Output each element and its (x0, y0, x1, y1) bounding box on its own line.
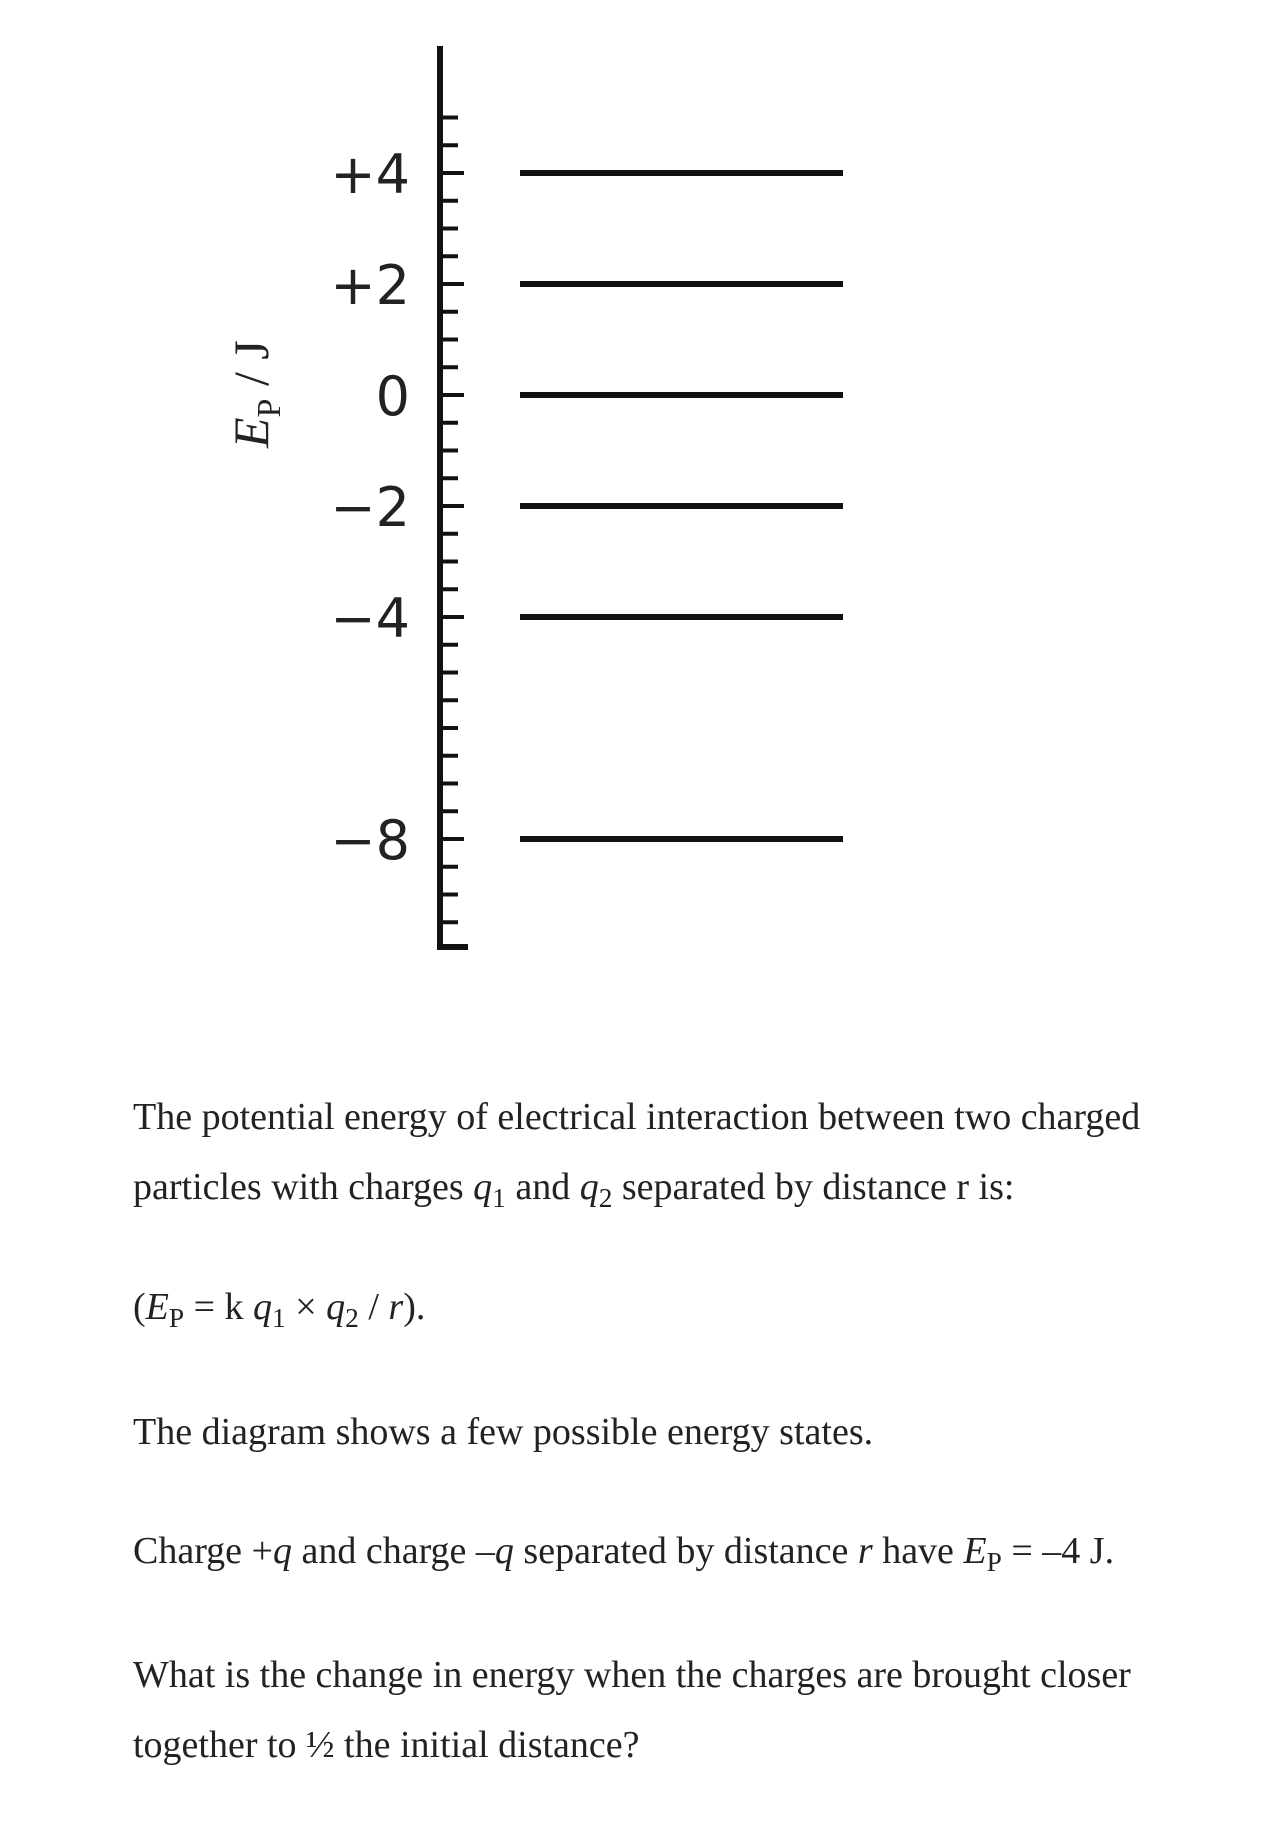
formula-q1-subscript: 1 (272, 1303, 286, 1334)
charge-text-c: separated by distance (513, 1530, 858, 1572)
formula-close: ). (403, 1286, 426, 1328)
formula-q1-symbol: q (253, 1286, 273, 1328)
tick-label: −8 (330, 809, 410, 872)
formula (133, 1272, 1233, 1342)
formula-equals-k: = k (184, 1286, 254, 1328)
formula-slash: / (358, 1286, 389, 1328)
formula-p-subscript: P (168, 1303, 185, 1334)
intro-line-2-start: particles with charges (133, 1166, 474, 1208)
y-axis-symbol: E (223, 417, 279, 448)
charge-text-b: and charge – (291, 1530, 495, 1572)
charge-p-subscript: P (986, 1547, 1002, 1578)
and-word: and (505, 1166, 580, 1208)
q2-subscript: 2 (598, 1183, 613, 1214)
tick-label: 0 (375, 365, 410, 428)
intro-line-2-end: separated by distance r is: (612, 1166, 1015, 1208)
charge-q-plus: q (272, 1530, 292, 1572)
intro-paragraph (133, 1082, 1233, 1222)
question-line-1: What is the change in energy when the charges are brought closer (133, 1654, 1131, 1696)
tick-label: −2 (330, 476, 410, 539)
y-axis-unit: / J (223, 340, 279, 399)
charge-q-minus: q (494, 1530, 514, 1572)
energy-axis (437, 46, 468, 950)
q2-symbol: q (579, 1166, 599, 1208)
question (133, 1640, 1233, 1780)
tick-labels (330, 143, 410, 872)
tick-label: +2 (330, 254, 410, 317)
charge-text-e: = –4 J. (1001, 1530, 1115, 1572)
formula-q2-subscript: 2 (345, 1303, 359, 1334)
formula-times: × (285, 1286, 327, 1328)
y-axis-title (223, 340, 288, 449)
intro-line-1: The potential energy of electrical interaction between two charged (133, 1096, 1141, 1138)
charge-text-d: have (872, 1530, 964, 1572)
states-sentence: The diagram shows a few possible energy states. (133, 1411, 874, 1453)
charge-text-a: Charge + (133, 1530, 273, 1572)
q1-symbol: q (473, 1166, 493, 1208)
charge-r-symbol: r (857, 1530, 873, 1572)
tick-label: +4 (330, 143, 410, 206)
formula-r-symbol: r (388, 1286, 404, 1328)
question-line-2: together to ½ the initial distance? (133, 1724, 640, 1766)
charge-e-symbol: E (963, 1530, 987, 1572)
q1-subscript: 1 (492, 1183, 506, 1214)
energy-levels (520, 173, 843, 839)
y-axis-subscript: P (251, 398, 288, 418)
charge-sentence (133, 1516, 1233, 1586)
tick-label: −4 (330, 587, 410, 650)
formula-open-paren: ( (133, 1286, 146, 1328)
formula-q2-symbol: q (326, 1286, 346, 1328)
formula-e-symbol: E (145, 1286, 169, 1328)
